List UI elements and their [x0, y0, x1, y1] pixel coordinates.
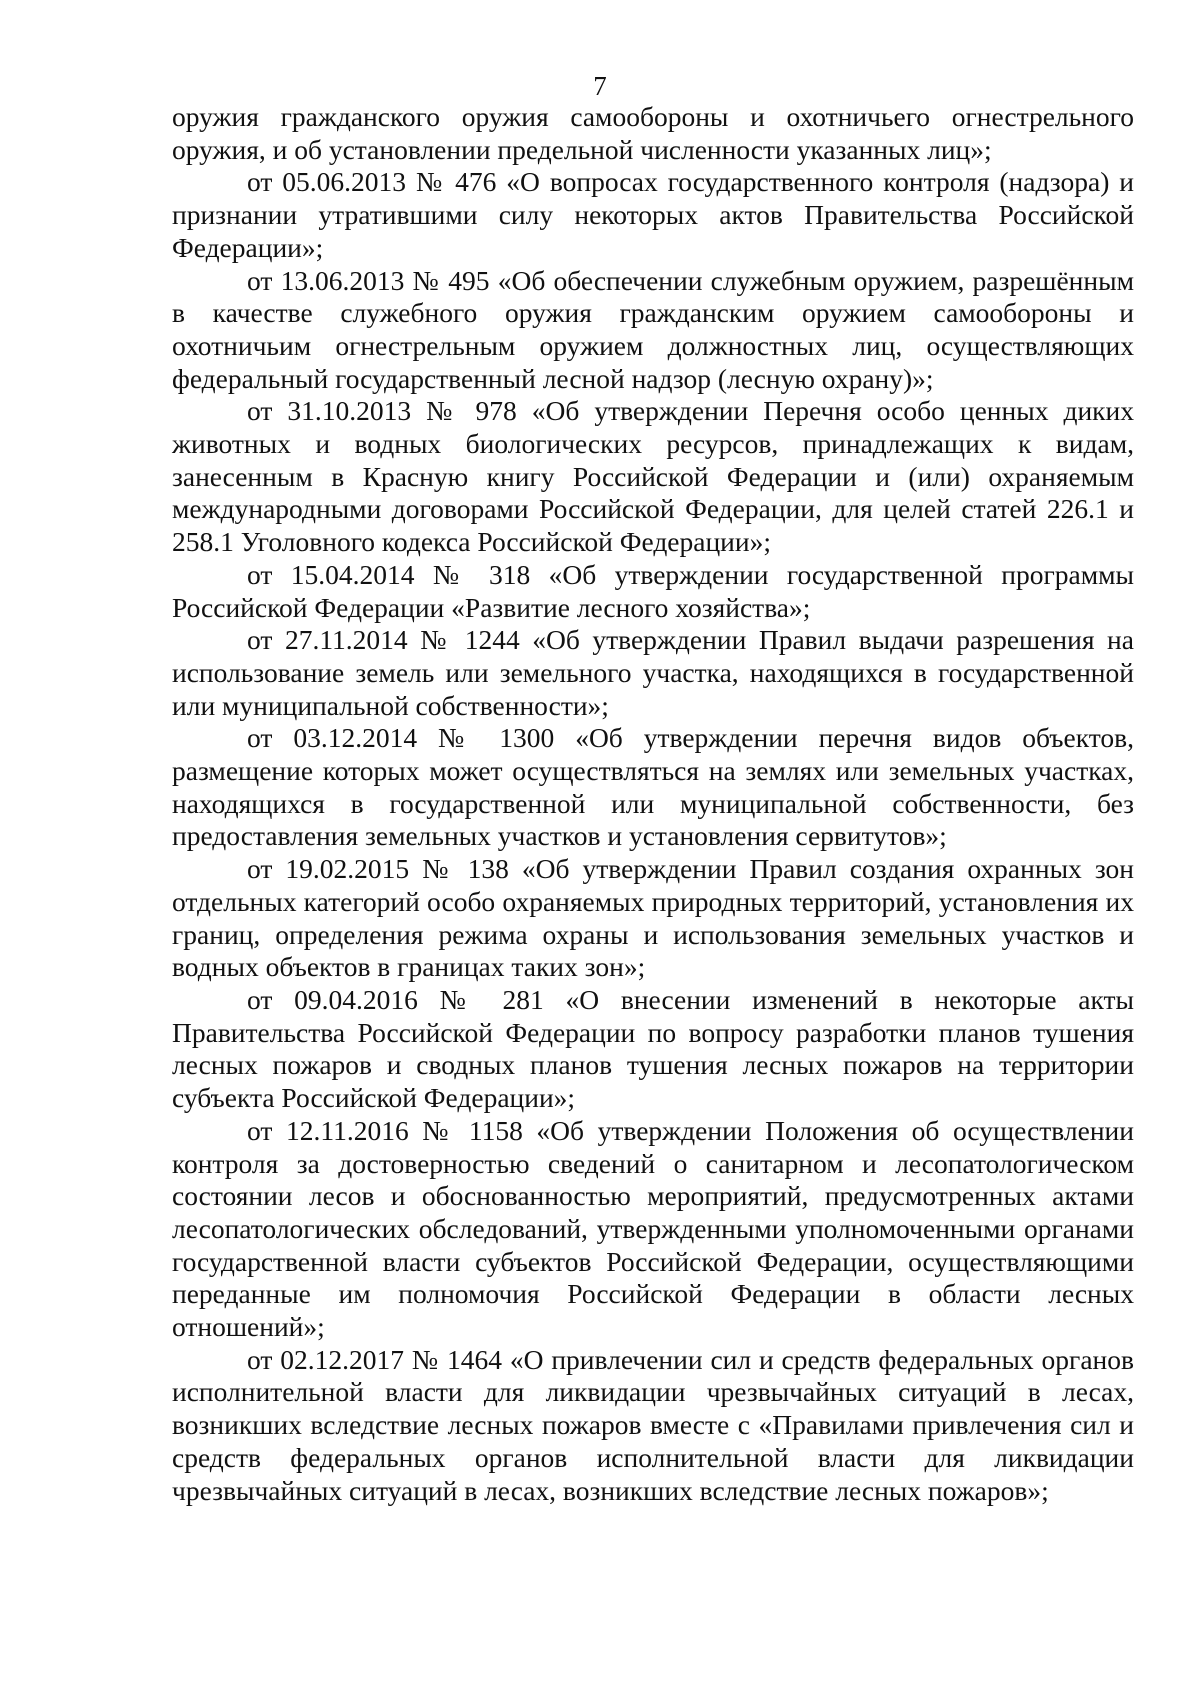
paragraph-decree-1158: от 12.11.2016 № 1158 «Об утверждении Положения об осуществлении контроля за достоверностью сведений о санитарном и лесопатологическом состоянии лесов и обоснованностью мероприятий, предусмотренных актами лесопатологических обследований, утвержденными уполномоченными органами государственной власти субъектов Российской Федерации, осуществляющими переданные им полномочия Российской Федерации в области лесных отношений»; — [172, 1114, 1134, 1343]
paragraph-decree-1464: от 02.12.2017 № 1464 «О привлечении сил и средств федеральных органов исполнительной власти для ликвидации чрезвычайных ситуаций в лесах, возникших вследствие лесных пожаров вместе с «Правилами привлечения сил и средств федеральных органов исполнительной власти для ликвидации чрезвычайных ситуаций в лесах, возникших вследствие лесных пожаров»; — [172, 1343, 1134, 1506]
paragraph-decree-495: от 13.06.2013 № 495 «Об обеспечении служебным оружием, разрешённым в качестве служебного оружия гражданским оружием самообороны и охотничьим огнестрельным оружием должностных лиц, осуществляющих федеральный государственный лесной надзор (лесную охрану)»; — [172, 264, 1134, 394]
paragraph-decree-281: от 09.04.2016 № 281 «О внесении изменений в некоторые акты Правительства Российской Федерации по вопросу разработки планов тушения лесных пожаров и сводных планов тушения лесных пожаров на территории субъекта Российской Федерации»; — [172, 983, 1134, 1114]
paragraph-continuation: оружия гражданского оружия самообороны и охотничьего огнестрельного оружия, и об установлении предельной численности указанных лиц»; — [172, 101, 1134, 165]
document-body — [172, 101, 1134, 1507]
page-number: 7 — [593, 71, 607, 101]
paragraph-decree-318: от 15.04.2014 № 318 «Об утверждении государственной программы Российской Федерации «Развитие лесного хозяйства»; — [172, 558, 1134, 623]
paragraph-decree-978: от 31.10.2013 № 978 «Об утверждении Перечня особо ценных диких животных и водных биологических ресурсов, принадлежащих к видам, занесенным в Красную книгу Российской Федерации и (или) охраняемым международными договорами Российской Федерации, для целей статей 226.1 и 258.1 Уголовного кодекса Российской Федерации»; — [172, 395, 1134, 558]
paragraph-decree-476: от 05.06.2013 № 476 «О вопросах государственного контроля (надзора) и признании утратившими силу некоторых актов Правительства Российской Федерации»; — [172, 166, 1134, 263]
paragraph-decree-1244: от 27.11.2014 № 1244 «Об утверждении Правил выдачи разрешения на использование земель или земельного участка, находящихся в государственной или муниципальной собственности»; — [172, 624, 1134, 721]
paragraph-decree-1300: от 03.12.2014 № 1300 «Об утверждении перечня видов объектов, размещение которых может осуществляться на землях или земельных участках, находящихся в государственной или муниципальной собственности, без предоставления земельных участков и установления сервитутов»; — [172, 722, 1134, 852]
paragraph-decree-138: от 19.02.2015 № 138 «Об утверждении Правил создания охранных зон отдельных категорий особо охраняемых природных территорий, установления их границ, определения режима охраны и использования земельных участков и водных объектов в границах таких зон»; — [172, 853, 1134, 983]
